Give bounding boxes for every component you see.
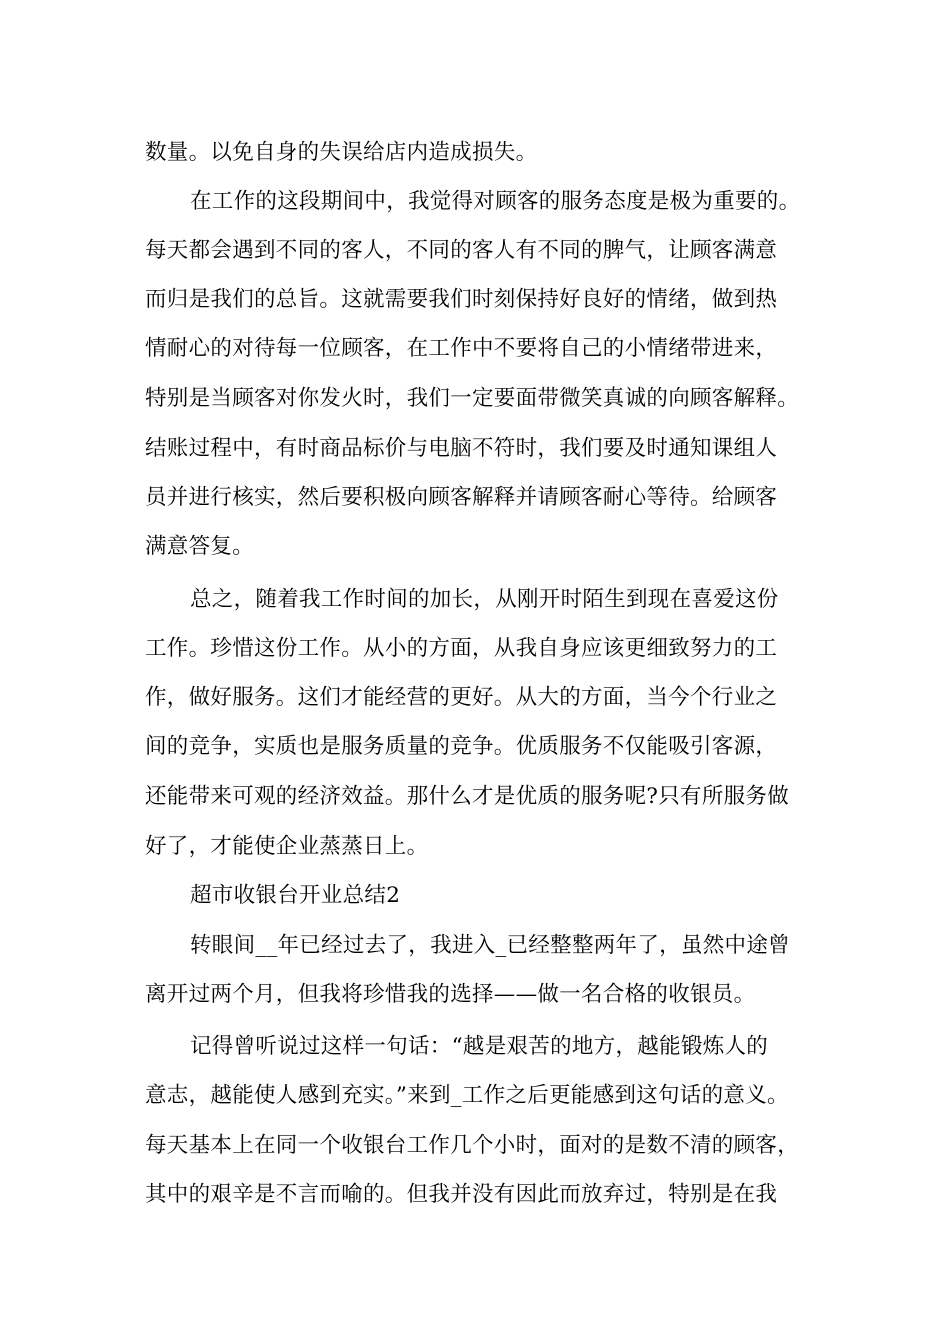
text-line: 离开过两个月，但我将珍惜我的选择——做一名合格的收银员。 [145,982,756,1007]
paragraph-first-line: 在工作的这段期间中，我觉得对顾客的服务态度是极为重要的。 [190,189,801,214]
text-line: 员并进行核实，然后要积极向顾客解释并请顾客耐心等待。给顾客 [145,485,778,510]
text-line: 间的竞争，实质也是服务质量的竞争。优质服务不仅能吸引客源， [145,734,778,759]
text-line: 每天基本上在同一个收银台工作几个小时，面对的是数不清的顾客， [145,1133,800,1158]
text-line: 意志，越能使人感到充实。”来到_工作之后更能感到这句话的意义。 [145,1083,789,1108]
text-line: 情耐心的对待每一位顾客，在工作中不要将自己的小情绪带进来， [145,336,778,361]
text-line: 特别是当顾客对你发火时，我们一定要面带微笑真诚的向顾客解释。 [145,386,800,411]
text-line: 好了，才能使企业蒸蒸日上。 [145,834,429,859]
text-line: 结账过程中，有时商品标价与电脑不符时，我们要及时通知课组人 [145,436,778,461]
text-line: 每天都会遇到不同的客人，不同的客人有不同的脾气，让顾客满意 [145,238,778,263]
text-line: 作，做好服务。这们才能经营的更好。从大的方面，当今个行业之 [145,685,778,710]
text-line: 工作。珍惜这份工作。从小的方面，从我自身应该更细致努力的工 [145,636,778,661]
paragraph-first-line: 转眼间__年已经过去了，我进入_已经整整两年了，虽然中途曾 [190,933,790,958]
text-line: 还能带来可观的经济效益。那什么才是优质的服务呢?只有所服务做 [145,784,790,809]
text-line: 数量。以免自身的失误给店内造成损失。 [145,140,538,165]
section-heading: 超市收银台开业总结2 [190,883,401,908]
text-line: 而归是我们的总旨。这就需要我们时刻保持好良好的情绪，做到热 [145,287,778,312]
paragraph-first-line: 记得曾听说过这样一句话：“越是艰苦的地方，越能锻炼人的 [190,1034,769,1059]
text-line: 满意答复。 [145,534,255,559]
paragraph-first-line: 总之，随着我工作时间的加长，从刚开时陌生到现在喜爱这份 [190,587,779,612]
text-line: 其中的艰辛是不言而喻的。但我并没有因此而放弃过，特别是在我 [145,1182,778,1207]
